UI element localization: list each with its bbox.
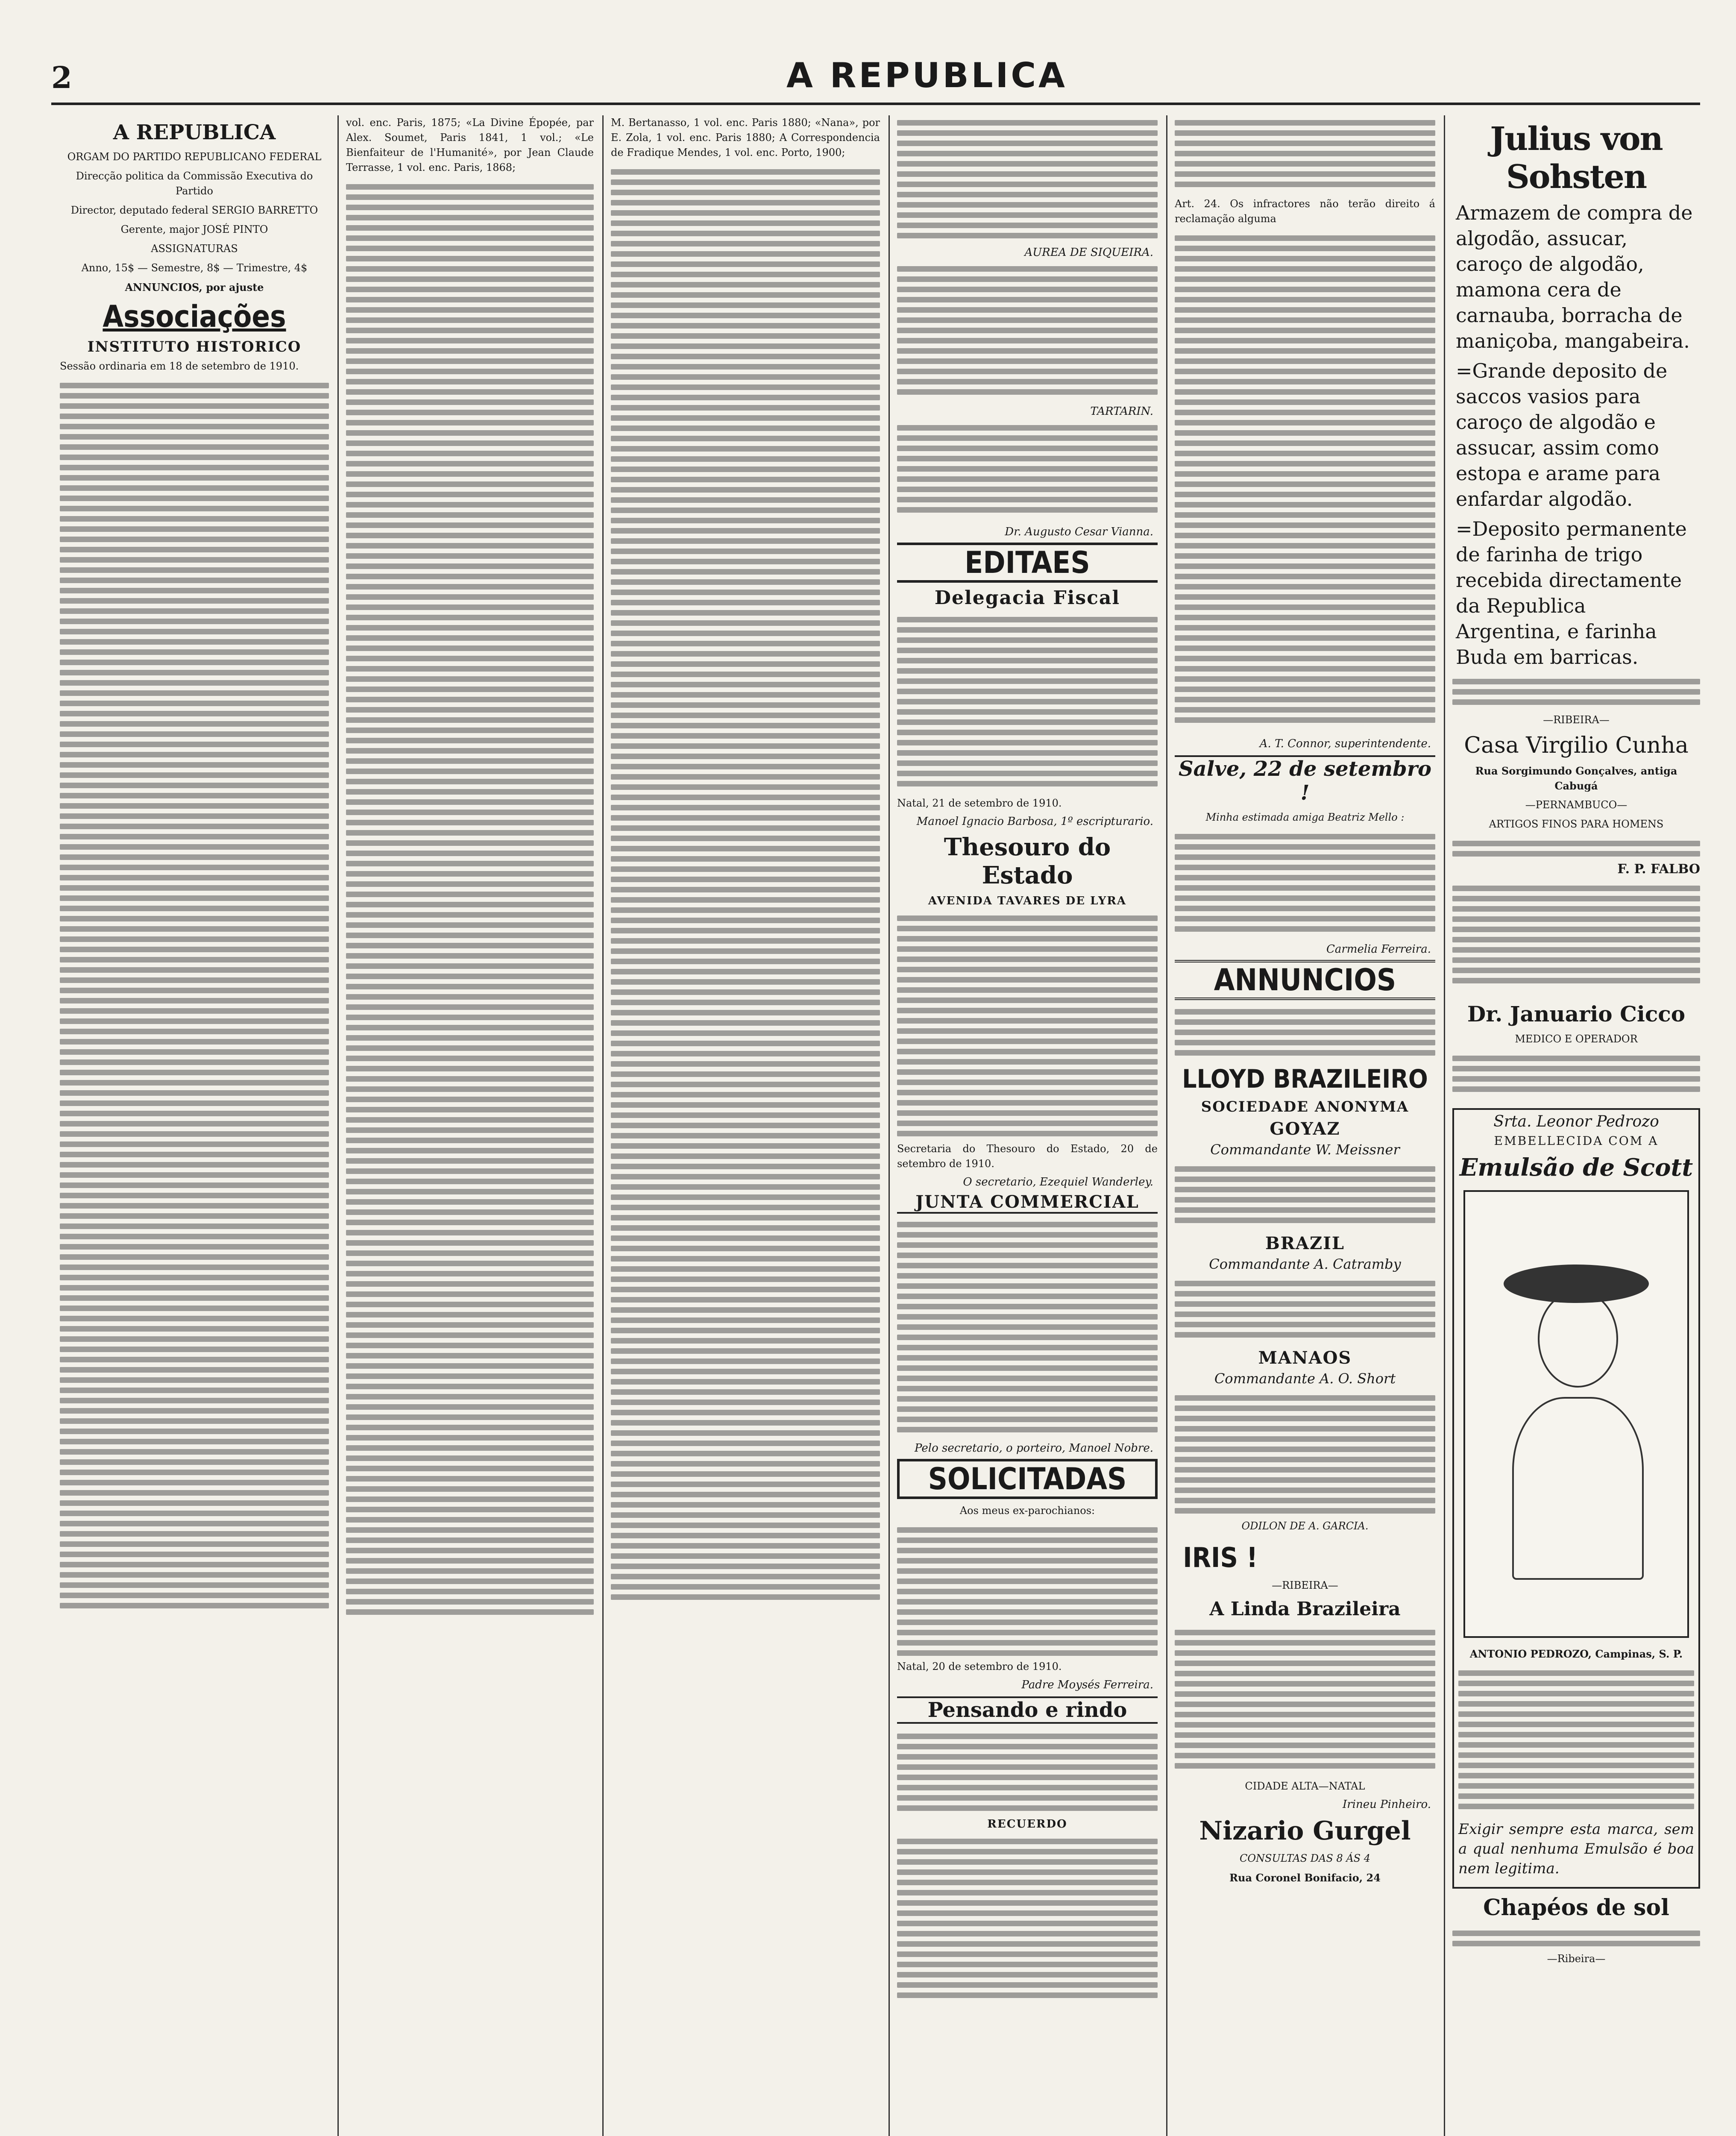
cidade-alta: CIDADE ALTA—NATAL (1245, 1780, 1365, 1792)
emulsao-body (1458, 1666, 1694, 1819)
thesouro-subtitle: AVENIDA TAVARES DE LYRA (928, 895, 1127, 907)
salve-body (1175, 829, 1435, 940)
page-number: 2 (51, 60, 72, 95)
column-rule (602, 115, 604, 2136)
nizario-hours: CONSULTAS DAS 8 ÁS 4 (1240, 1852, 1370, 1864)
solicitadas-body (897, 1523, 1158, 1659)
recuerdo-body (897, 1834, 1158, 2005)
subscriptions-values: Anno, 15$ — Semestre, 8$ — Trimestre, 4$ (81, 262, 308, 274)
junta-signer: Pelo secretario, o porteiro, Manoel Nobre. (915, 1442, 1153, 1455)
emulsao-ad (1452, 1108, 1700, 1889)
ribeira-label-3: —Ribeira— (1547, 1953, 1606, 1965)
linda-body (1175, 1625, 1435, 1779)
ribeira-label: —RIBEIRA— (1272, 1579, 1338, 1591)
page-header (51, 56, 1700, 105)
lloyd-title: LLOYD BRAZILEIRO (1182, 1064, 1428, 1094)
thesouro-signer: O secretario, Ezequiel Wanderley. (963, 1176, 1153, 1188)
article-body (60, 378, 329, 2136)
portrait-illustration (1463, 1190, 1689, 1638)
chapeos-body (1452, 1926, 1700, 1951)
column-rule (337, 115, 339, 2136)
column-3 (611, 115, 880, 2136)
solicitadas-date: Natal, 20 de setembro de 1910. (897, 1661, 1062, 1672)
masthead: A REPUBLICA (786, 56, 1067, 95)
pensando-body (897, 1729, 1158, 1814)
salve-title: Salve, 22 de setembro ! (1175, 755, 1435, 805)
junta-body (897, 1217, 1158, 1439)
pensando-title: Pensando e rindo (897, 1696, 1158, 1724)
ship-brazil-commander: Commandante A. Catramby (1209, 1256, 1401, 1272)
januario-body (1452, 1051, 1700, 1102)
ship-goyaz-body (1175, 1162, 1435, 1230)
column-2 (346, 115, 594, 2136)
column-rule (889, 115, 890, 2136)
advert-signature: Dr. Augusto Cesar Vianna. (1005, 525, 1153, 538)
nizario-title: Nizario Gurgel (1199, 1816, 1411, 1846)
julius-text-3: =Deposito permanente de farinha de trigo recebida directamente da Republica Argentina, e farinha Buda em barricas. (1456, 517, 1687, 669)
lloyd-subtitle: SOCIEDADE ANONYMA (1201, 1098, 1409, 1115)
nizario-address: Rua Coronel Bonifacio, 24 (1229, 1872, 1381, 1884)
paper-subtitle: ORGAM DO PARTIDO REPUBLICANO FEDERAL (67, 151, 322, 163)
alfaiataria-ad (1175, 1004, 1435, 1060)
januario-title: Dr. Januario Cicco (1467, 1001, 1686, 1027)
chapeos-title: Chapéos de sol (1483, 1895, 1669, 1921)
paper-director: Director, deputado federal SERGIO BARRETTO (70, 204, 318, 216)
ship-manaos: MANAOS (1258, 1348, 1352, 1368)
column-5 (1175, 115, 1435, 2136)
annuncios-title: ANNUNCIOS (1175, 960, 1435, 1000)
pedrozo-signature: ANTONIO PEDROZO, Campinas, S. P. (1469, 1648, 1683, 1660)
editaes-title: EDITAES (897, 543, 1158, 583)
virgilio-address: Rua Sorgimundo Gonçalves, antiga Cabugá (1475, 765, 1677, 792)
dress-shape (1512, 1397, 1644, 1580)
book-list-body-2 (611, 164, 880, 2136)
ship-manaos-body (1175, 1391, 1435, 1519)
odilon-signature: ODILON DE A. GARCIA. (1241, 1520, 1369, 1532)
julius-text: Armazem de compra de algodão, assucar, caroço de algodão, mamona cera de carnauba, borracha de maniçoba, mangabeira. (1456, 201, 1693, 352)
advert-body (897, 420, 1158, 523)
chronicle-signature: TARTARIN. (1090, 405, 1153, 418)
poem-body (897, 115, 1158, 244)
virgilio-title: Casa Virgilio Cunha (1464, 733, 1689, 758)
solicitadas-subtitle: Aos meus ex-parochianos: (959, 1505, 1095, 1517)
ads-label: ANNUNCIOS, por ajuste (125, 281, 264, 293)
cidade-signature: Irineu Pinheiro. (1342, 1798, 1431, 1811)
salve-signature: Carmelia Ferreira. (1326, 943, 1431, 956)
exigir-text: Exigir sempre esta marca, sem a qual nenhuma Emulsão é boa nem legitima. (1458, 1821, 1694, 1877)
delegacia-body (897, 612, 1158, 796)
subscriptions-label: ASSIGNATURAS (151, 243, 238, 255)
virgilio-subtitle: ARTIGOS FINOS PARA HOMENS (1489, 818, 1664, 830)
poem-author: AUREA DE SIQUEIRA. (1024, 246, 1153, 259)
ship-brazil-body (1175, 1276, 1435, 1344)
salve-subtitle: Minha estimada amiga Beatriz Mello : (1205, 811, 1405, 823)
delegacia-date: Natal, 21 de setembro de 1910. (897, 797, 1062, 809)
column-6 (1452, 115, 1700, 2136)
falbo-body (1452, 881, 1700, 996)
virgilio-body (1452, 836, 1700, 862)
julius-text-2: =Grande deposito de saccos vasios para caroço de algodão e assucar, assim como estopa e arame para enfardar algodão. (1456, 359, 1668, 511)
column-rule (1166, 115, 1167, 2136)
thesouro-title: Thesouro do Estado (944, 833, 1111, 889)
paper-manager: Gerente, major JOSÉ PINTO (120, 223, 268, 235)
mev-coracao-ad (1452, 674, 1700, 713)
art24-text: Art. 24. Os infractores não terão direito á reclamação alguma (1175, 198, 1435, 225)
solicitadas-signer: Padre Moysés Ferreira. (1021, 1678, 1153, 1691)
regulation-signature: A. T. Connor, superintendente. (1259, 737, 1431, 750)
ship-manaos-commander: Commandante A. O. Short (1214, 1370, 1396, 1387)
session-text: Sessão ordinaria em 18 de setembro de 1910. (60, 360, 299, 372)
virgilio-city: —PERNAMBUCO— (1525, 799, 1628, 811)
leonor-subtitle: EMBELLECIDA COM A (1494, 1134, 1659, 1148)
paper-name: A REPUBLICA (113, 120, 276, 144)
iris-title: IRIS ! (1183, 1542, 1258, 1574)
recuerdo-title: RECUERDO (987, 1818, 1067, 1831)
ship-goyaz-commander: Commandante W. Meissner (1210, 1141, 1400, 1158)
ship-goyaz: GOYAZ (1270, 1119, 1340, 1139)
book-list-intro: vol. enc. Paris, 1875; «La Divine Épopée, par Alex. Soumet, Paris 1841, 1 vol.; «Le Bienfaiteur de l'Humanité», por Jean Claude Terrasse, 1 vol. enc. Paris, 1868; (346, 117, 594, 173)
emulsao-title: Emulsão de Scott (1459, 1153, 1693, 1182)
column-4 (897, 115, 1158, 2136)
falbo-signature: F. P. FALBO (1617, 862, 1700, 877)
leonor-label: Srta. Leonor Pedrozo (1493, 1113, 1659, 1130)
section-title: Associações (103, 299, 286, 334)
column-1 (60, 115, 329, 2136)
delegacia-title: Delegacia Fiscal (934, 587, 1120, 609)
column-rule (1444, 115, 1445, 2136)
ship-brazil: BRAZIL (1265, 1233, 1345, 1253)
linda-title: A Linda Brazileira (1209, 1598, 1401, 1620)
paper-direction: Direcção politica da Commissão Executiva do Partido (76, 170, 313, 197)
julius-title: Julius von Sohsten (1490, 120, 1663, 196)
book-list-intro-2: M. Bertanasso, 1 vol. enc. Paris 1880; «Nana», por E. Zola, 1 vol. enc. Paris 1880; A Correspondencia de Fradique Mendes, 1 vol. enc. Porto, 1900; (611, 117, 880, 158)
book-list-body (346, 179, 594, 2136)
junta-title: JUNTA COMMERCIAL (897, 1192, 1158, 1214)
chronicle-body (897, 261, 1158, 402)
thesouro-date: Secretaria do Thesouro do Estado, 20 de setembro de 1910. (897, 1143, 1158, 1170)
face-shape (1538, 1290, 1618, 1388)
thesouro-body (897, 911, 1158, 1141)
regulation-body-top (1175, 115, 1435, 197)
januario-subtitle: MEDICO E OPERADOR (1515, 1033, 1638, 1045)
ribeira-label-2: —RIBEIRA— (1543, 714, 1610, 726)
institute-title: INSTITUTO HISTORICO (87, 338, 302, 355)
solicitadas-title: SOLICITADAS (897, 1459, 1158, 1499)
delegacia-signer: Manoel Ignacio Barbosa, 1º escripturario. (916, 815, 1153, 828)
regulation-body (1175, 231, 1435, 735)
